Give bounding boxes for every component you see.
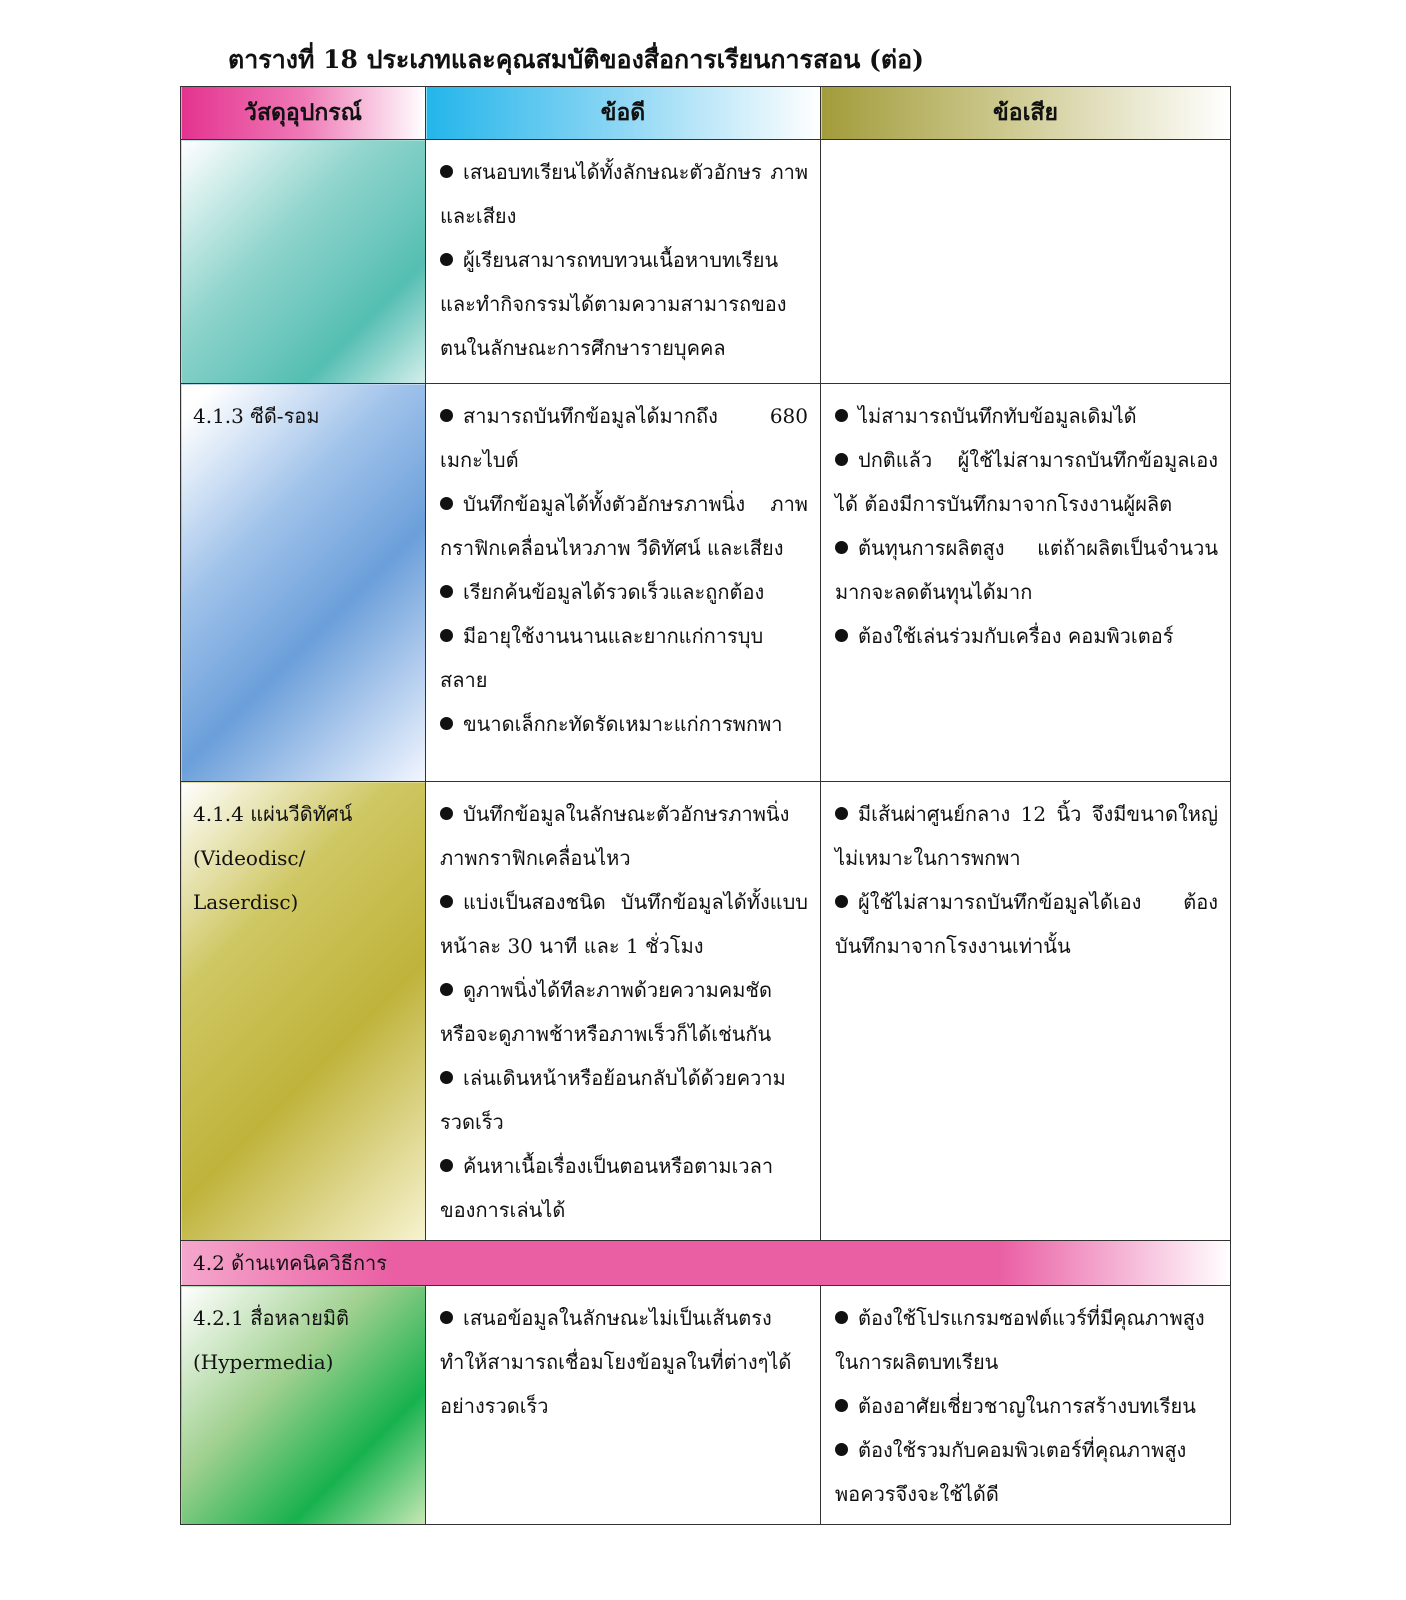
section-label: 4.2 ด้านเทคนิควิธีการ bbox=[193, 1251, 388, 1275]
bullet-icon bbox=[835, 629, 848, 642]
item-text: ปกติแล้ว ผู้ใช้ไม่สามารถบันทึกข้อมูลเองได้ ต้องมีการบันทึกมาจากโรงงานผู้ผลิต bbox=[835, 448, 1218, 516]
list-item bbox=[440, 792, 808, 880]
item-text: เสนอข้อมูลในลักษณะไม่เป็นเส้นตรง ทำให้สามารถเชื่อมโยงข้อมูลในที่ต่างๆได้อย่างรวดเร็ว bbox=[440, 1306, 792, 1418]
item-text: บันทึกข้อมูลได้ทั้งตัวอักษรภาพนิ่ง ภาพกราฟิกเคลื่อนไหวภาพ วีดิทัศน์ และเสียง bbox=[440, 492, 808, 560]
item-text: สามารถบันทึกข้อมูลได้มากถึง 680 เมกะไบต์ bbox=[440, 404, 808, 472]
bullet-icon bbox=[440, 1071, 453, 1084]
list-item bbox=[835, 880, 1218, 968]
list-item bbox=[835, 1296, 1218, 1384]
bullet-icon bbox=[440, 1311, 453, 1324]
item-text: เสนอบทเรียนได้ทั้งลักษณะตัวอักษร ภาพและเสียง bbox=[440, 160, 808, 228]
page-title: ตารางที่ 18 ประเภทและคุณสมบัติของสื่อการเรียนการสอน (ต่อ) bbox=[228, 45, 924, 74]
material-label: 4.1.4 แผ่นวีดิทัศน์ bbox=[193, 802, 353, 826]
pros-cell bbox=[426, 1286, 821, 1525]
list-item bbox=[440, 614, 808, 702]
item-text: ไม่สามารถบันทึกทับข้อมูลเดิมได้ bbox=[858, 404, 1137, 428]
bullet-icon bbox=[835, 1443, 848, 1456]
list-item bbox=[440, 482, 808, 570]
pros-cell bbox=[426, 782, 821, 1241]
material-label: 4.1.3 ซีดี-รอม bbox=[193, 404, 320, 428]
bullet-icon bbox=[440, 585, 453, 598]
item-text: เรียกค้นข้อมูลได้รวดเร็วและถูกต้อง bbox=[463, 580, 765, 604]
item-text: แบ่งเป็นสองชนิด บันทึกข้อมูลได้ทั้งแบบหน้าละ 30 นาที และ 1 ชั่วโมง bbox=[440, 890, 808, 958]
material-cell bbox=[181, 1286, 426, 1525]
list-item bbox=[440, 394, 808, 482]
bullet-icon bbox=[440, 717, 453, 730]
bullet-icon bbox=[835, 541, 848, 554]
pros-cell bbox=[426, 384, 821, 782]
pros-cell bbox=[426, 140, 821, 384]
item-text: บันทึกข้อมูลในลักษณะตัวอักษรภาพนิ่ง ภาพกราฟิกเคลื่อนไหว bbox=[440, 802, 790, 870]
item-text: ต้นทุนการผลิตสูง แต่ถ้าผลิตเป็นจำนวนมากจะลดต้นทุนได้มาก bbox=[835, 536, 1218, 604]
bullet-icon bbox=[440, 807, 453, 820]
list-item bbox=[835, 526, 1218, 614]
item-text: มีอายุใช้งานนานและยากแก่การบุบสลาย bbox=[440, 624, 764, 692]
list-item bbox=[440, 1056, 808, 1144]
item-text: ผู้เรียนสามารถทบทวนเนื้อหาบทเรียน และทำกิจกรรมได้ตามความสามารถของตนในลักษณะการศึกษารายบุคคล bbox=[440, 248, 787, 360]
list-item bbox=[440, 238, 808, 370]
item-text: ขนาดเล็กกะทัดรัดเหมาะแก่การพกพา bbox=[463, 712, 783, 736]
list-item bbox=[835, 438, 1218, 526]
item-text: ต้องใช้รวมกับคอมพิวเตอร์ที่คุณภาพสูงพอควรจึงจะใช้ได้ดี bbox=[835, 1438, 1187, 1506]
bullet-icon bbox=[440, 629, 453, 642]
bullet-icon bbox=[835, 807, 848, 820]
bullet-icon bbox=[440, 983, 453, 996]
list-item bbox=[835, 1428, 1218, 1516]
header-pros: ข้อดี bbox=[426, 87, 821, 140]
bullet-icon bbox=[440, 1159, 453, 1172]
bullet-icon bbox=[835, 409, 848, 422]
list-item bbox=[440, 968, 808, 1056]
bullet-icon bbox=[440, 895, 453, 908]
cons-cell bbox=[821, 782, 1231, 1241]
list-item bbox=[440, 702, 808, 746]
item-text: มีเส้นผ่าศูนย์กลาง 12 นิ้ว จึงมีขนาดใหญ่ไม่เหมาะในการพกพา bbox=[835, 802, 1218, 870]
bullet-icon bbox=[835, 895, 848, 908]
material-sublabel: (Videodisc/ Laserdisc) bbox=[193, 846, 306, 914]
header-cons: ข้อเสีย bbox=[821, 87, 1231, 140]
list-item bbox=[440, 1144, 808, 1232]
item-text: ต้องใช้โปรแกรมซอฟต์แวร์ที่มีคุณภาพสูงในการผลิตบทเรียน bbox=[835, 1306, 1205, 1374]
bullet-icon bbox=[440, 165, 453, 178]
table-row bbox=[181, 1286, 1231, 1525]
item-text: ผู้ใช้ไม่สามารถบันทึกข้อมูลได้เอง ต้องบันทึกมาจากโรงงานเท่านั้น bbox=[835, 890, 1218, 958]
bullet-icon bbox=[440, 253, 453, 266]
item-text: ดูภาพนิ่งได้ทีละภาพด้วยความคมชัด หรือจะดูภาพช้าหรือภาพเร็วก็ได้เช่นกัน bbox=[440, 978, 772, 1046]
list-item bbox=[835, 792, 1218, 880]
material-cell bbox=[181, 782, 426, 1241]
media-properties-table bbox=[180, 86, 1231, 1525]
bullet-icon bbox=[440, 409, 453, 422]
table-header-row bbox=[181, 87, 1231, 140]
cons-cell bbox=[821, 384, 1231, 782]
bullet-icon bbox=[835, 1311, 848, 1324]
material-label: 4.2.1 สื่อหลายมิติ bbox=[193, 1306, 350, 1330]
list-item bbox=[440, 570, 808, 614]
bullet-icon bbox=[440, 497, 453, 510]
material-cell bbox=[181, 140, 426, 384]
list-item bbox=[835, 1384, 1218, 1428]
item-text: ต้องอาศัยเชี่ยวชาญในการสร้างบทเรียน bbox=[858, 1394, 1196, 1418]
list-item bbox=[835, 394, 1218, 438]
table-row bbox=[181, 384, 1231, 782]
list-item bbox=[440, 150, 808, 238]
cons-cell bbox=[821, 1286, 1231, 1525]
item-text: ค้นหาเนื้อเรื่องเป็นตอนหรือตามเวลาของการเล่นได้ bbox=[440, 1154, 774, 1222]
table-row bbox=[181, 140, 1231, 384]
list-item bbox=[835, 614, 1218, 658]
item-text: เล่นเดินหน้าหรือย้อนกลับได้ด้วยความรวดเร็ว bbox=[440, 1066, 786, 1134]
cons-cell bbox=[821, 140, 1231, 384]
header-material: วัสดุอุปกรณ์ bbox=[181, 87, 426, 140]
table-row bbox=[181, 782, 1231, 1241]
material-sublabel: (Hypermedia) bbox=[193, 1350, 334, 1374]
section-cell bbox=[181, 1241, 1231, 1286]
list-item bbox=[440, 880, 808, 968]
list-item bbox=[440, 1296, 808, 1428]
bullet-icon bbox=[835, 453, 848, 466]
material-cell bbox=[181, 384, 426, 782]
item-text: ต้องใช้เล่นร่วมกับเครื่อง คอมพิวเตอร์ bbox=[858, 624, 1174, 648]
bullet-icon bbox=[835, 1399, 848, 1412]
section-row bbox=[181, 1241, 1231, 1286]
